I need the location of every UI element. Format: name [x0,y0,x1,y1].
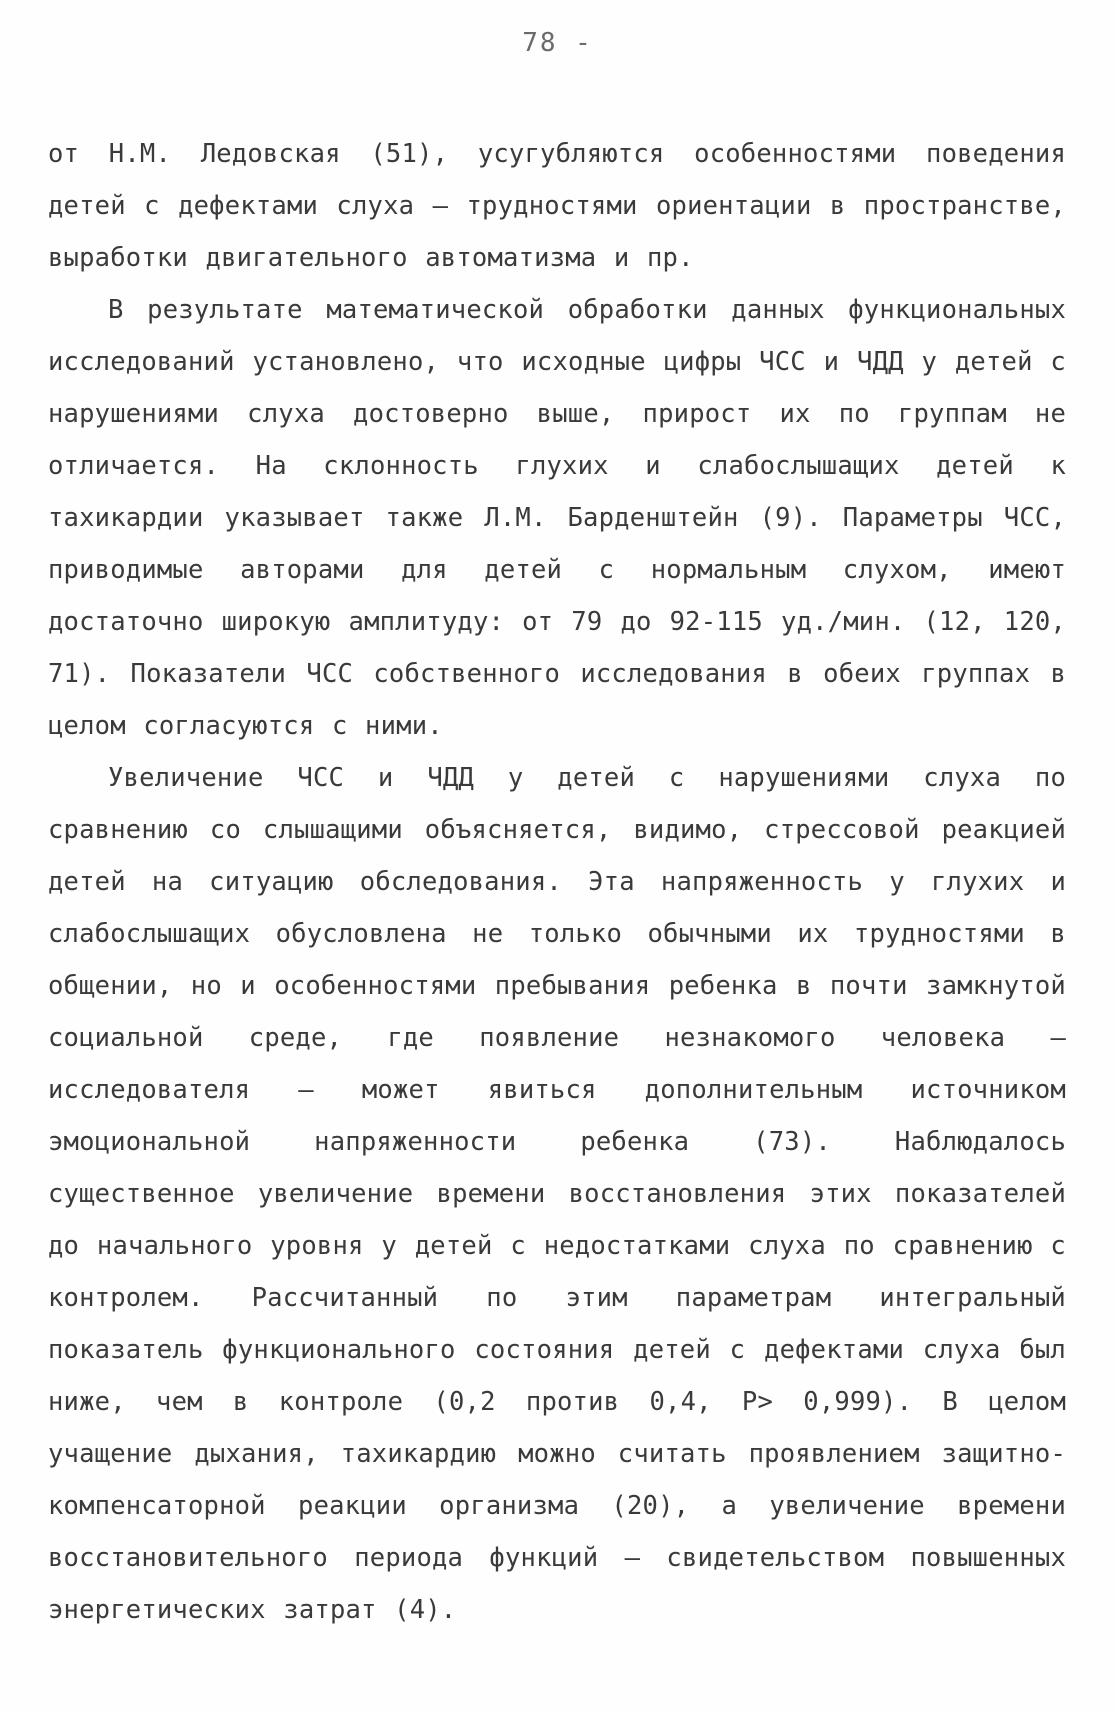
body-text [48,128,1066,1636]
paragraph-1: от Н.М. Ледовская (51), усугубляются особенностями поведения детей с дефектами слуха – трудностями ориентации в пространстве, выработки двигательного автоматизма и пр. [48,139,1066,273]
paragraph-3: Увеличение ЧСС и ЧДД у детей с нарушениями слуха по сравнению со слышащими объясняется, видимо, стрессовой реакцией детей на ситуацию обследования. Эта напряженность у глухих и слабослышащих обусловлена не только обычными их трудностями в общении, но и особенностями пребывания ребенка в почти замкнутой социальной среде, где появление незнакомого человека – исследователя – может явиться дополнительным источником эмоциональной напряженности ребенка (73). Наблюдалось существенное увеличение времени восстановления этих показателей до начального уровня у детей с недостатками слуха по сравнению с контролем. Рассчитанный по этим параметрам интегральный показатель функционального состояния детей с дефектами слуха был ниже, чем в контроле (0,2 против 0,4, Р> 0,999). В целом учащение дыхания, тахикардию можно считать проявлением защитно-компенсаторной реакции организма (20), а увеличение времени восстановительного периода функций – свидетельством повышенных энергетических затрат (4). [48,763,1066,1625]
page-number: 78 - [522,28,593,58]
paragraph-2: В результате математической обработки данных функциональных исследований установлено, что исходные цифры ЧСС и ЧДД у детей с нарушениями слуха достоверно выше, прирост их по группам не отличается. На склонность глухих и слабослышащих детей к тахикардии указывает также Л.М. Барденштейн (9). Параметры ЧСС, приводимые авторами для детей с нормальным слухом, имеют достаточно широкую амплитуду: от 79 до 92-115 уд./мин. (12, 120, 71). Показатели ЧСС собственного исследования в обеих группах в целом согласуются с ними. [48,295,1066,741]
